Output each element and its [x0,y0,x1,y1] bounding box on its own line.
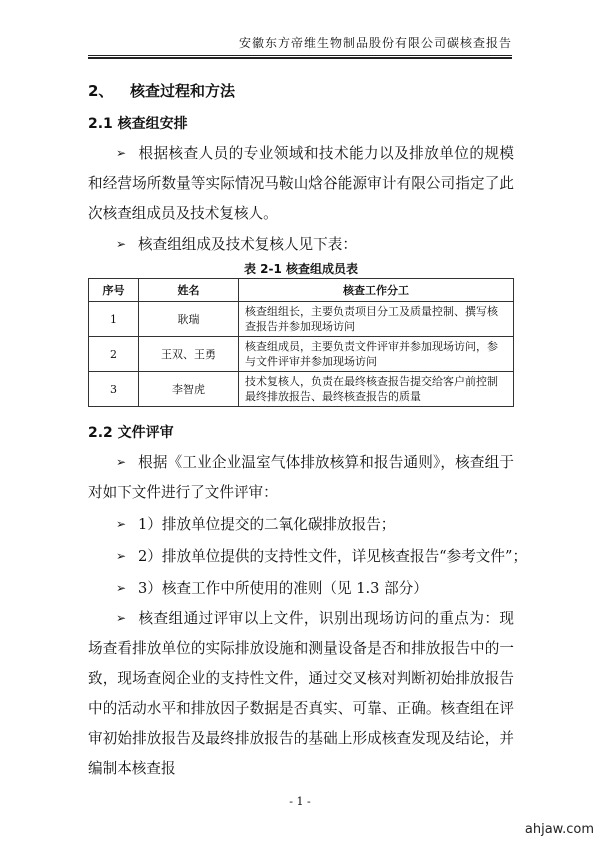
bullet-arrow-icon: ➢ [116,146,127,160]
table-row [89,337,514,372]
bullet-arrow-icon: ➢ [116,549,127,563]
row-no: 3 [89,372,139,407]
row-duty: 技术复核人，负责在最终核查报告提交给客户前控制最终排放报告、最终核查报告的质量 [239,372,514,407]
watermark-text: ahjaw.com [524,822,594,837]
bullet-arrow-icon: ➢ [116,237,127,251]
document-item-text: 1）排放单位提交的二氧化碳排放报告； [138,516,396,533]
bullet-arrow-icon: ➢ [116,581,127,595]
table-caption: 表 2-1 核查组成员表 [243,262,359,276]
document-item-2 [116,544,527,569]
team-intro-text: 核查组组成及技术复核人见下表： [138,236,357,253]
row-duty: 核查组成员，主要负责文件评审并参加现场访问，参与文件评审并参加现场访问 [239,337,514,372]
page-number: - 1 - [289,795,311,808]
section-2-2-conclusion-text: 核查组通过评审以上文件，识别出现场访问的重点为：现场查看排放单位的实际排放设施和测量设备是否和排放报告中的一致，现场查阅企业的支持性文件，通过交叉核对判断初始排放报告中的活动水平和排放因子数据是否真实、可靠、正确。核查组在评审初始排放报告及最终排放报告的基础上形成核查发现及结论，并编制本核查报 [88,610,514,777]
section-2-2-conclusion [88,603,514,784]
section-2-title: 核查过程和方法 [130,82,236,100]
section-2-2-heading: 2.2 文件评审 [88,425,174,441]
section-2-1-paragraph-text: 根据核查人员的专业领域和技术能力以及排放单位的规模和经营场所数量等实际情况马鞍山焓谷能源审计有限公司指定了此次核查组成员及技术复核人。 [88,145,514,222]
section-2-heading [88,80,235,101]
team-members-table [88,278,514,407]
header-duty: 核查工作分工 [239,279,514,302]
table-header-row [89,279,514,302]
team-intro-line [116,232,357,257]
section-2-2-intro [88,447,514,508]
header-name: 姓名 [139,279,239,302]
row-no: 2 [89,337,139,372]
section-2-1-paragraph [88,138,514,229]
document-item-text: 3）核查工作中所使用的准则（见 1.3 部分） [138,580,428,597]
section-2-number: 2、 [88,82,114,100]
bullet-arrow-icon: ➢ [116,611,127,625]
document-item-text: 2）排放单位提供的支持性文件，详见核查报告“参考文件”； [138,548,528,565]
header-no: 序号 [89,279,139,302]
section-2-2-intro-text: 根据《工业企业温室气体排放核算和报告通则》，核查组于对如下文件进行了文件评审： [88,454,514,501]
document-item-1 [116,512,395,537]
row-no: 1 [89,302,139,337]
row-duty: 核查组组长，主要负责项目分工及质量控制、撰写核查报告并参加现场访问 [239,302,514,337]
section-2-1-heading: 2.1 核查组安排 [88,116,188,132]
row-name: 王双、王勇 [139,337,239,372]
row-name: 耿瑞 [139,302,239,337]
document-item-3 [116,576,428,601]
bullet-arrow-icon: ➢ [116,455,127,469]
table-row [89,372,514,407]
bullet-arrow-icon: ➢ [116,517,127,531]
row-name: 李智虎 [139,372,239,407]
header-title: 安徽东方帝维生物制品股份有限公司碳核查报告 [238,36,512,50]
page-header [88,34,512,56]
table-row [89,302,514,337]
